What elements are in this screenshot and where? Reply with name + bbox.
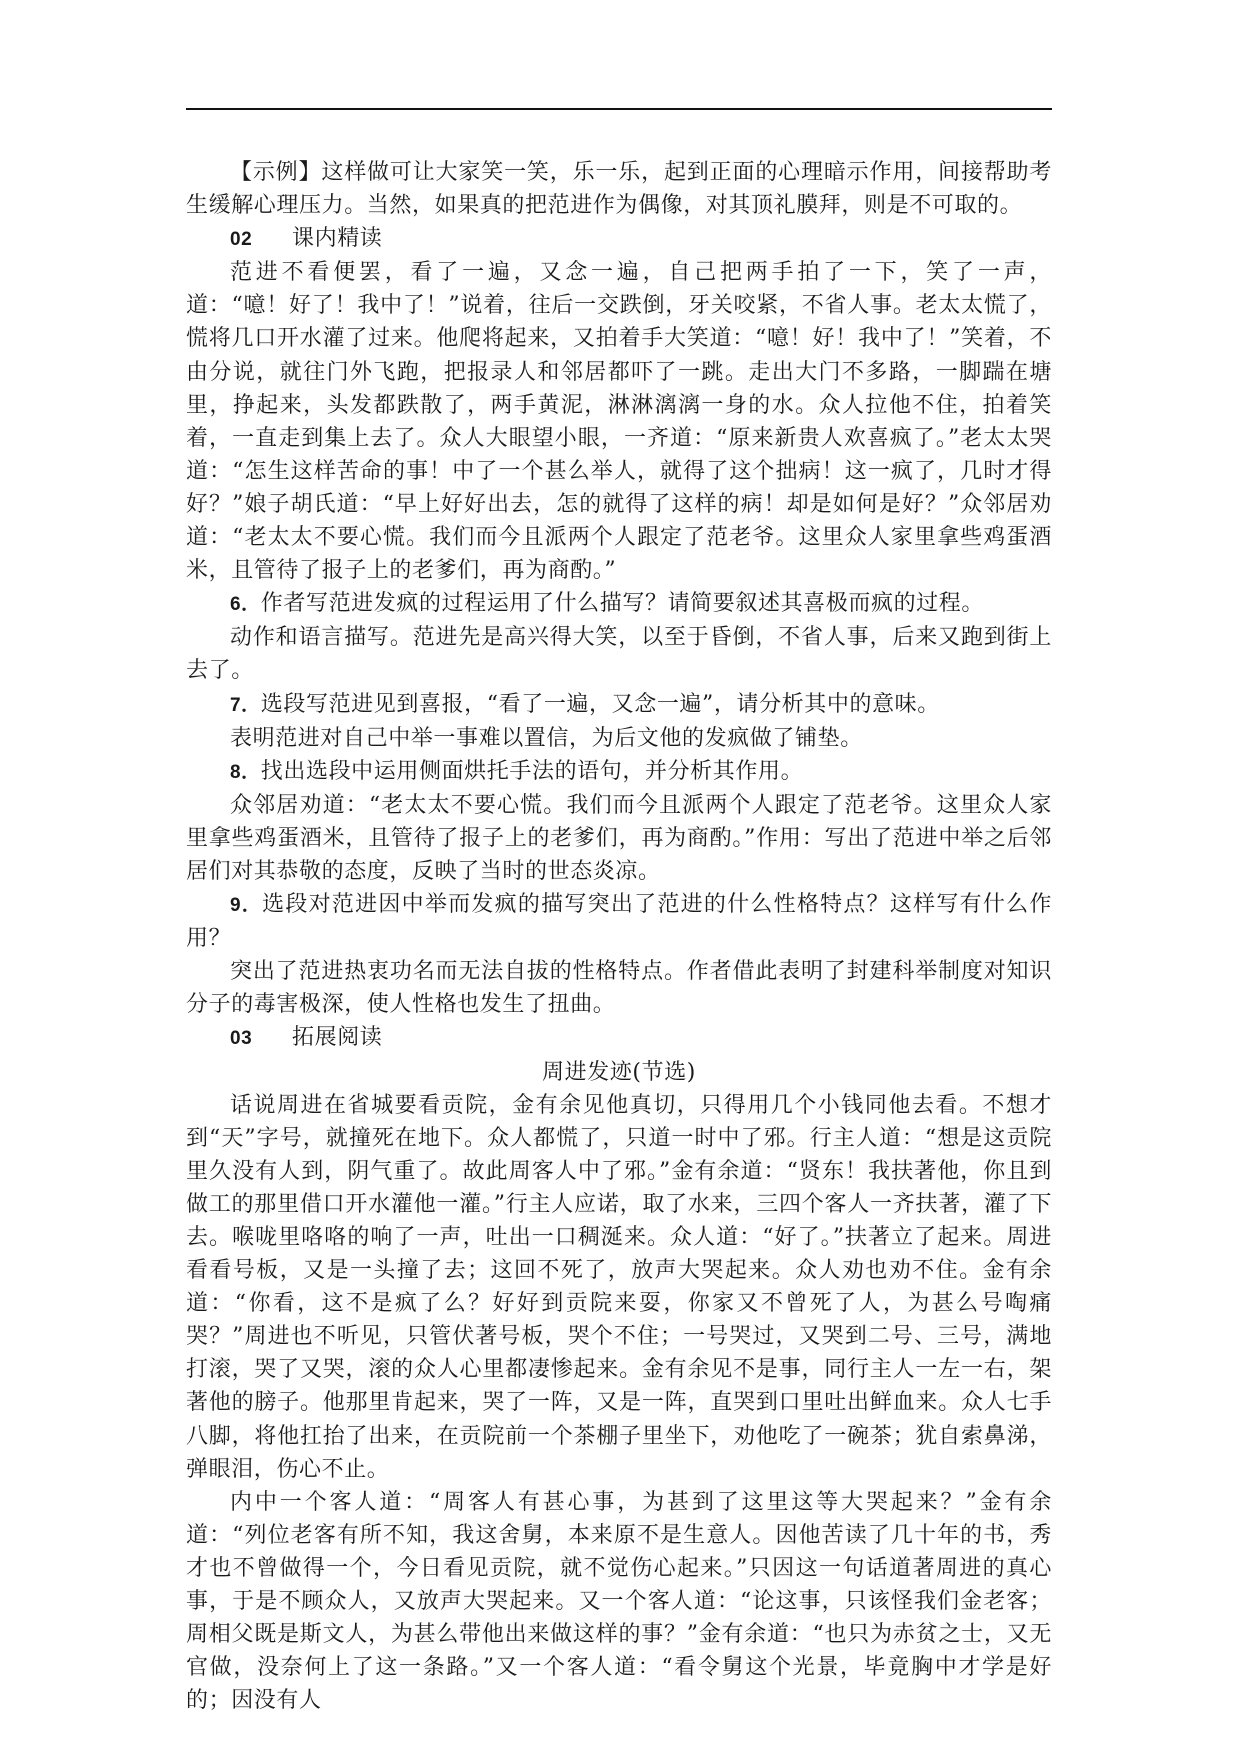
example-paragraph: 【示例】这样做可让大家笑一笑，乐一乐，起到正面的心理暗示作用，间接帮助考生缓解心理压力。当然，如果真的把范进作为偶像，对其顶礼膜拜，则是不可取的。 [186,160,1052,219]
question-9 [186,888,1052,955]
answer-7: 表明范进对自己中举一事难以置信，为后文他的发疯做了铺垫。 [230,725,863,751]
question-6 [186,587,1052,621]
question-text: 选段写范进见到喜报，“看了一遍，又念一遍”，请分析其中的意味。 [260,691,940,717]
header-rule [186,108,1052,110]
question-number: 6． [230,594,261,616]
section-02-heading [186,222,1052,256]
question-number: 7． [230,694,261,716]
answer-8: 众邻居劝道：“老太太不要心慌。我们而今且派两个人跟定了范老爷。这里众人家里拿些鸡蛋酒米，且管待了报子上的老爹们，再为商酌。”作用：写出了范进中举之后邻居们对其恭敬的态度，反映了当时的世态炎凉。 [186,792,1052,884]
passage-paragraph: 范进不看便罢，看了一遍，又念一遍，自己把两手拍了一下，笑了一声，道：“噫！好了！我中了！”说着，往后一交跌倒，牙关咬紧，不省人事。老太太慌了，慌将几口开水灌了过来。他爬将起来，又拍着手大笑道：“噫！好！我中了！”笑着，不由分说，就往门外飞跑，把报录人和邻居都吓了一跳。走出大门不多路，一脚踹在塘里，挣起来，头发都跌散了，两手黄泥，淋淋漓漓一身的水。众人拉他不住，拍着笑着，一直走到集上去了。众人大眼望小眼，一齐道：“原来新贵人欢喜疯了。”老太太哭道：“怎生这样苦命的事！中了一个甚么举人，就得了这个拙病！这一疯了，几时才得好？”娘子胡氏道：“早上好好出去，怎的就得了这样的病！却是如何是好？”众邻居劝道：“老太太不要心慌。我们而今且派两个人跟定了范老爷。这里众人家里拿些鸡蛋酒米，且管待了报子上的老爹们，再为商酌。” [186,260,1052,584]
question-number: 9． [230,895,263,917]
section-03-heading [186,1021,1052,1055]
passage-paragraph: 内中一个客人道：“周客人有甚心事，为甚到了这里这等大哭起来？”金有余道：“列位老客有所不知，我这舍舅，本来原不是生意人。因他苦读了几十年的书，秀才也不曾做得一个，今日看见贡院，就不觉伤心起来。”只因这一句话道著周进的真心事，于是不顾众人，又放声大哭起来。又一个客人道：“论这事，只该怪我们金老客；周相父既是斯文人，为甚么带他出来做这样的事？”金有余道：“也只为赤贫之士，又无官做，没奈何上了这一条路。”又一个客人道：“看令舅这个光景，毕竟胸中才学是好的；因没有人 [186,1489,1052,1714]
passage-paragraph: 话说周进在省城要看贡院，金有余见他真切，只得用几个小钱同他去看。不想才到“天”字号，就撞死在地下。众人都慌了，只道一时中了邪。行主人道：“想是这贡院里久没有人到，阴气重了。故此周客人中了邪。”金有余道：“贤东！我扶著他，你且到做工的那里借口开水灌他一灌。”行主人应诺，取了水来，三四个客人一齐扶著，灌了下去。喉咙里咯咯的响了一声，吐出一口稠涎来。众人道：“好了。”扶著立了起来。周进看看号板，又是一头撞了去；这回不死了，放声大哭起来。众人劝也劝不住。金有余道：“你看，这不是疯了么？好好到贡院来耍，你家又不曾死了人，为甚么号啕痛哭？”周进也不听见，只管伏著号板，哭个不住；一号哭过，又哭到二号、三号，满地打滚，哭了又哭，滚的众人心里都凄惨起来。金有余见不是事，同行主人一左一右，架著他的膀子。他那里肯起来，哭了一阵，又是一阵，直哭到口里吐出鲜血来。众人七手八脚，将他扛抬了出来，在贡院前一个茶棚子里坐下，劝他吃了一碗茶；犹自索鼻涕，弹眼泪，伤心不止。 [186,1092,1052,1482]
question-number: 8． [230,761,261,783]
question-text: 作者写范进发疯的过程运用了什么描写？请简要叙述其喜极而疯的过程。 [260,591,984,617]
question-8 [186,755,1052,789]
question-7 [186,688,1052,722]
section-number: 03 [230,1028,253,1050]
question-text: 找出选段中运用侧面烘托手法的语句，并分析其作用。 [260,758,804,784]
section-title: 拓展阅读 [292,1025,383,1051]
section-title: 课内精读 [292,226,383,252]
question-text: 选段对范进因中举而发疯的描写突出了范进的什么性格特点？这样写有什么作用？ [186,892,1052,952]
section-number: 02 [230,229,253,251]
answer-6: 动作和语言描写。范进先是高兴得大笑，以至于昏倒，不省人事，后来又跑到街上去了。 [186,625,1052,684]
passage-title: 周进发迹(节选) [542,1059,696,1085]
answer-9: 突出了范进热衷功名而无法自拔的性格特点。作者借此表明了封建科举制度对知识分子的毒害极深，使人性格也发生了扭曲。 [186,959,1052,1018]
page-content [186,156,1052,1717]
